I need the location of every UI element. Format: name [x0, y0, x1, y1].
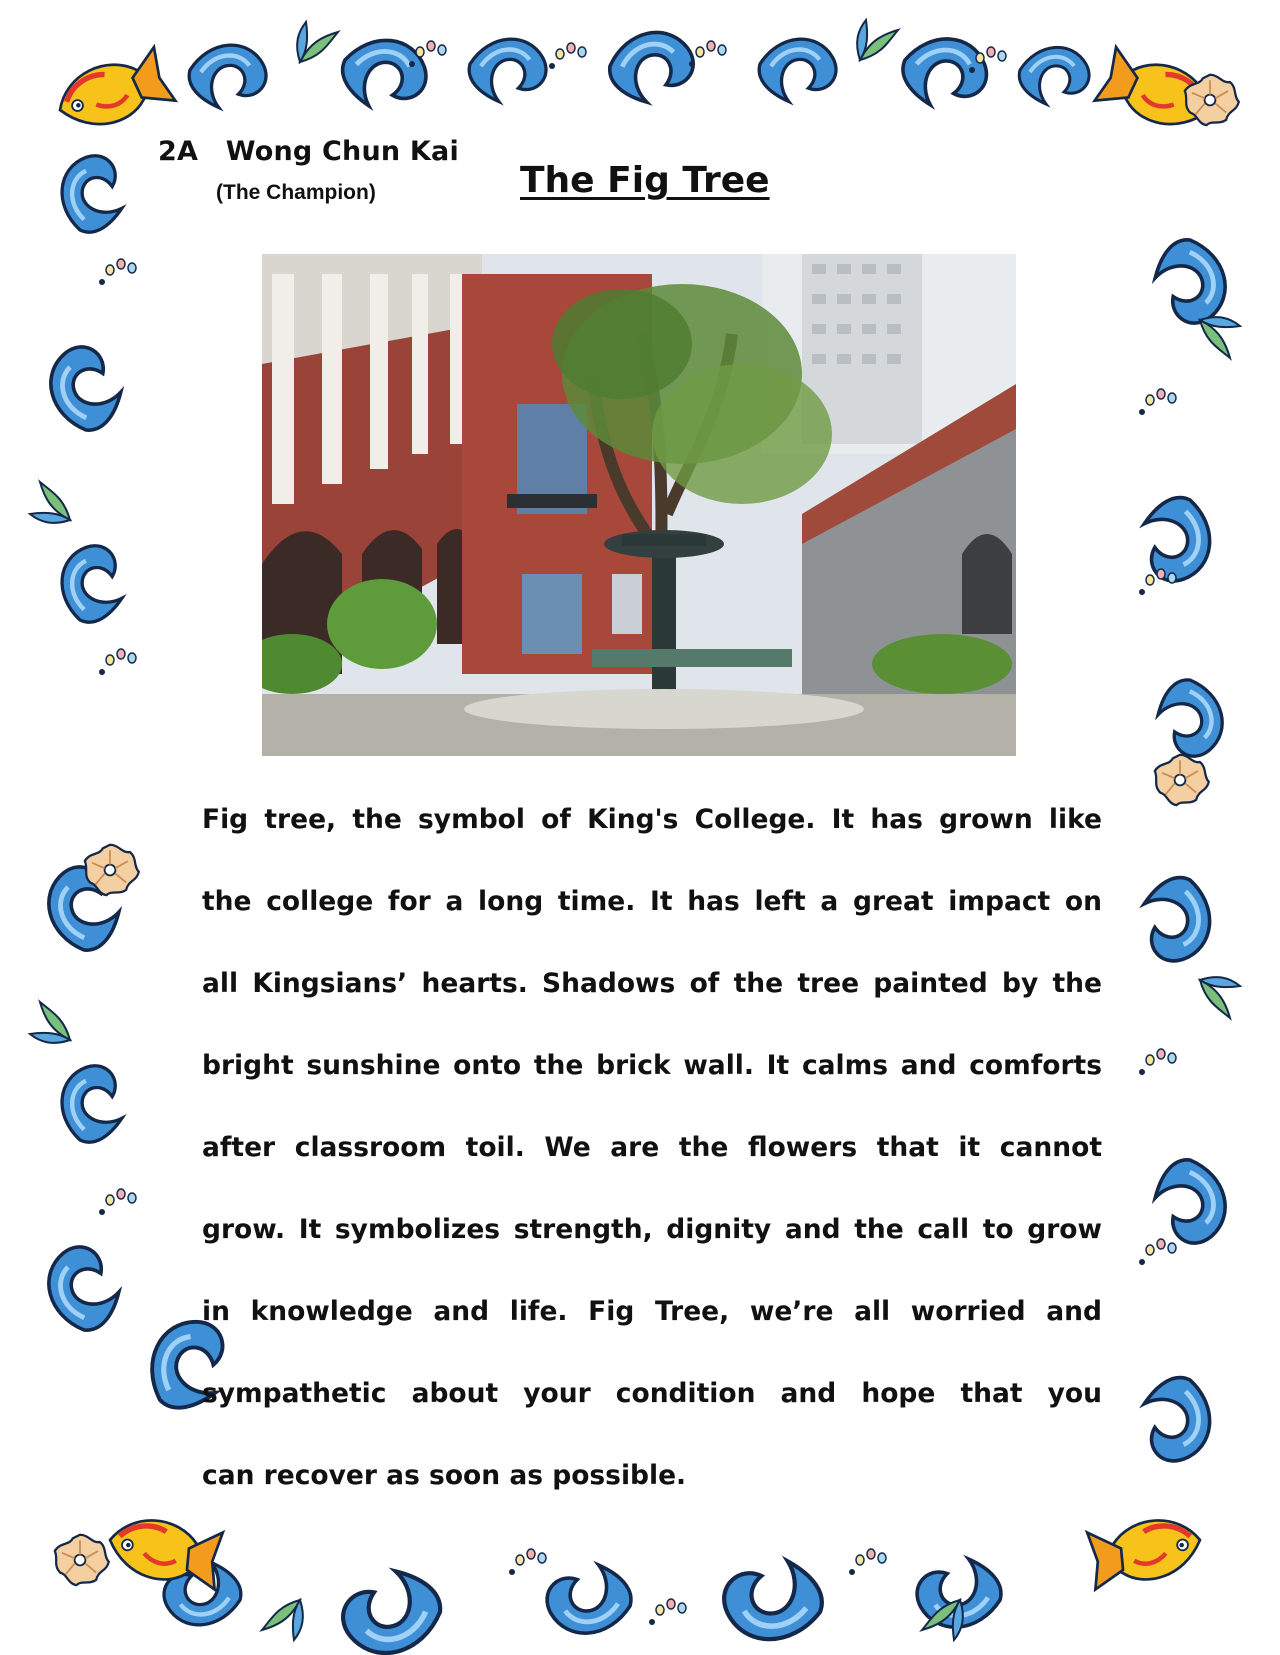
body-line: the college for a long time. It has left a great impact on: [202, 886, 1102, 917]
body-line: bright sunshine onto the brick wall. It calms and comforts: [202, 1050, 1102, 1081]
body-line: sympathetic about your condition and hope that you: [202, 1378, 1102, 1409]
fig-tree-courtyard-photo: [262, 254, 1016, 756]
body-line: in knowledge and life. Fig Tree, we’re all worried and: [202, 1296, 1102, 1327]
body-line: all Kingsians’ hearts. Shadows of the tree painted by the: [202, 968, 1102, 999]
author-name: Wong Chun Kai: [225, 136, 459, 167]
author-line: [158, 136, 459, 167]
body-line: Fig tree, the symbol of King's College. It has grown like: [202, 804, 1102, 835]
body-text: [202, 800, 1102, 1538]
body-line: grow. It symbolizes strength, dignity and the call to grow: [202, 1214, 1102, 1245]
author-class: 2A: [158, 136, 199, 167]
body-line: after classroom toil. We are the flowers that it cannot: [202, 1132, 1102, 1163]
body-line: can recover as soon as possible.: [202, 1460, 687, 1491]
page-title: The Fig Tree: [520, 160, 770, 201]
author-title: (The Champion): [216, 181, 376, 204]
